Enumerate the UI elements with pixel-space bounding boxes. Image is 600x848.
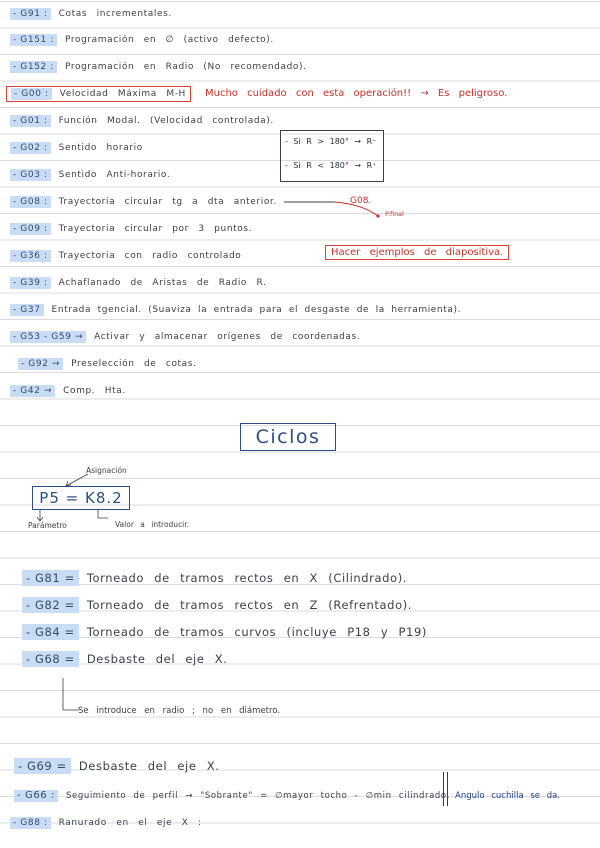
gcode-line-g09 [10,219,252,239]
gcode-description: Sentido horario [58,143,143,153]
gcode-line-g69 [14,756,220,776]
g66-separator [443,772,448,806]
gcode-label: - G151 : [10,34,57,46]
gcode-line-g92 [18,354,197,374]
gcode-description: Sentido Anti-horario. [58,170,171,180]
ciclos-title: Ciclos [240,423,336,451]
gcode-line-g53-g59 [10,327,360,347]
gcode-label: - G01 : [10,115,51,127]
gcode-description: Trayectoria circular tg a dta anterior. [58,197,277,207]
gcode-label: - G152 : [10,61,57,73]
g00-red-frame [6,86,191,102]
radius-rule-greater: - Si R > 180° → R⁻ [285,137,377,146]
gcode-description: Trayectoria circular por 3 puntos. [58,224,253,234]
gcode-line-g88 [10,813,202,833]
gcode-line-g66 [14,786,450,806]
gcode-line-g36 [10,246,241,266]
gcode-description: Desbaste del eje X. [78,759,220,773]
g08-sketch-label: G08. [350,196,372,206]
gcode-line-g02 [10,138,143,158]
gcode-description: Desbaste del eje X. [86,652,228,666]
gcode-line-g00 [6,84,191,104]
gcode-label: - G81 = [22,570,79,586]
gcode-label: - G00 : [11,88,52,100]
gcode-label: - G91 : [10,8,51,20]
gcode-line-g68 [22,649,228,669]
gcode-line-g42 [10,381,126,401]
gcode-description: Torneado de tramos curvos (incluye P18 y P19) [86,625,427,639]
assignment-label: Asignación [86,466,127,475]
gcode-line-g39 [10,273,267,293]
gcode-description: Programación en Radio (No recomendado). [64,62,307,72]
gcode-description: Cotas incrementales. [58,9,172,19]
gcode-line-g82 [22,595,412,615]
gcode-line-g37 [10,300,461,320]
gcode-description: Achaflanado de Aristas de Radio R. [58,278,267,288]
gcode-label: - G02 : [10,142,51,154]
gcode-label: - G92 → [18,358,63,370]
gcode-line-g91 [10,4,172,24]
gcode-description: Programación en ∅ (activo defecto). [64,35,274,45]
radius-rule-less: - Si R < 180° → R⁺ [285,161,377,170]
gcode-label: - G39 : [10,277,51,289]
gcode-line-g151 [10,30,274,50]
gcode-description: Función Modal. (Velocidad controlada). [58,116,274,126]
gcode-label: - G03 : [10,169,51,181]
gcode-label: - G36 : [10,250,51,262]
gcode-line-g152 [10,57,307,77]
parameter-label: Parámetro [28,521,67,530]
gcode-description: Preselección de cotas. [71,359,197,369]
gcode-label: - G82 = [22,597,79,613]
g08-final-point: P.final [385,210,404,218]
g68-radius-note: Se introduce en radio ; no en diámetro. [78,706,281,716]
g08-arc-sketch [282,196,392,226]
gcode-description: Trayectoria con radio controlado [58,251,242,261]
gcode-label: - G53 - G59 → [10,331,86,343]
gcode-label: - G84 = [22,624,79,640]
gcode-label: - G69 = [14,758,71,774]
gcode-description: Velocidad Máxima M-H [59,89,186,99]
gcode-description: Comp. Hta. [63,386,126,396]
value-label: Valor a introducir. [115,520,190,529]
gcode-description: Seguimiento de perfil → "Sobrante" = ∅mayor tocho - ∅min cilindrado. [66,791,450,801]
gcode-label: - G68 = [22,651,79,667]
g36-todo-note: Hacer ejemplos de diapositiva. [325,245,509,260]
gcode-label: - G66 : [14,790,58,802]
gcode-description: Entrada tgencial. (Suaviza la entrada para el desgaste de la herramienta). [51,305,462,315]
gcode-description: Torneado de tramos rectos en X (Cilindrado). [86,571,408,585]
gcode-description: Torneado de tramos rectos en Z (Refrentado). [86,598,413,612]
parameter-expression: P5 = K8.2 [32,486,130,510]
gcode-line-g84 [22,622,427,642]
gcode-description: Activar y almacenar orígenes de coordenadas. [94,332,361,342]
gcode-description: Ranurado en el eje X : [58,818,202,828]
gcode-label: - G09 : [10,223,51,235]
gcode-line-g03 [10,165,170,185]
gcode-line-g01 [10,111,274,131]
gcode-label: - G08 : [10,196,51,208]
gcode-label: - G42 → [10,385,55,397]
gcode-label: - G88 : [10,817,51,829]
g66-blade-angle-note: Angulo cuchilla se da. [455,791,561,801]
gcode-label: - G37 [10,304,44,316]
g00-warning: Mucho cuidado con esta operación!! → Es peligroso. [205,88,508,99]
radius-sign-box [280,130,384,182]
gcode-line-g08 [10,192,277,212]
gcode-line-g81 [22,568,407,588]
